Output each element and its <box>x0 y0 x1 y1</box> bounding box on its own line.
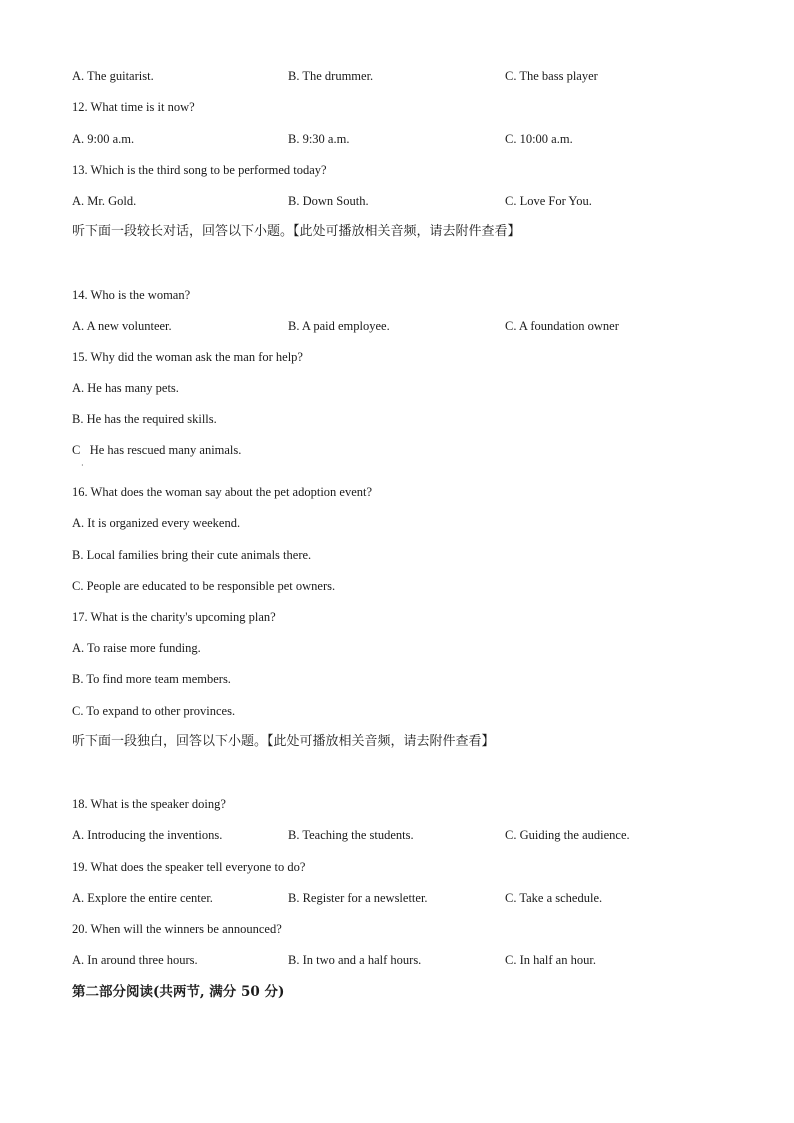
q17-stem: 17. What is the charity's upcoming plan? <box>72 610 276 624</box>
q14-option-c: C. A foundation owner <box>505 319 619 333</box>
q18-stem: 18. What is the speaker doing? <box>72 797 226 811</box>
q16-option-a: A. It is organized every weekend. <box>72 516 241 530</box>
instruction-monologue: 听下面一段独白，回答以下小题。【此处可播放相关音频，请去附件查看】 <box>72 734 495 749</box>
q14-stem: 14. Who is the woman? <box>72 288 191 302</box>
q13-option-b: B. Down South. <box>288 194 369 208</box>
q11-option-a: A. The guitarist. <box>72 69 154 83</box>
q13-option-a: A. Mr. Gold. <box>72 194 137 208</box>
q13-option-c: C. Love For You. <box>505 194 592 208</box>
q14-option-a: A. A new volunteer. <box>72 319 172 333</box>
q12-stem: 12. What time is it now? <box>72 100 195 114</box>
q20-option-a: A. In around three hours. <box>72 953 198 967</box>
q11-option-c: C. The bass player <box>505 69 598 83</box>
q15-option-c: C He has rescued many animals. <box>72 443 242 457</box>
q15-option-a: A. He has many pets. <box>72 381 179 395</box>
q12-option-c: C. 10:00 a.m. <box>505 132 573 146</box>
q20-stem: 20. When will the winners be announced? <box>72 922 282 936</box>
q19-option-c: C. Take a schedule. <box>505 891 603 905</box>
q18-option-c: C. Guiding the audience. <box>505 828 630 842</box>
q18-option-b: B. Teaching the students. <box>288 828 414 842</box>
q11-option-b: B. The drummer. <box>288 69 374 83</box>
q16-option-c: C. People are educated to be responsible pet owners. <box>72 579 336 593</box>
q15-option-b: B. He has the required skills. <box>72 412 217 426</box>
instruction-dialogue: 听下面一段较长对话，回答以下小题。【此处可播放相关音频，请去附件查看】 <box>72 224 521 239</box>
q18-option-a: A. Introducing the inventions. <box>72 828 223 842</box>
q15-stem: 15. Why did the woman ask the man for help? <box>72 350 303 364</box>
q19-option-a: A. Explore the entire center. <box>72 891 213 905</box>
q19-option-b: B. Register for a newsletter. <box>288 891 428 905</box>
section-heading: 第二部分阅读(共两节, 满分 50 分) <box>72 984 285 1000</box>
q12-option-a: A. 9:00 a.m. <box>72 132 135 146</box>
q20-option-c: C. In half an hour. <box>505 953 596 967</box>
q19-stem: 19. What does the speaker tell everyone to do? <box>72 860 306 874</box>
q14-option-b: B. A paid employee. <box>288 319 390 333</box>
q17-option-a: A. To raise more funding. <box>72 641 201 655</box>
q17-option-c: C. To expand to other provinces. <box>72 704 236 718</box>
stray-dot-mark: · <box>81 461 84 470</box>
q20-option-b: B. In two and a half hours. <box>288 953 422 967</box>
q16-stem: 16. What does the woman say about the pet adoption event? <box>72 485 373 499</box>
q13-stem: 13. Which is the third song to be performed today? <box>72 163 327 177</box>
q12-option-b: B. 9:30 a.m. <box>288 132 350 146</box>
q16-option-b: B. Local families bring their cute animals there. <box>72 548 312 562</box>
q17-option-b: B. To find more team members. <box>72 672 231 686</box>
